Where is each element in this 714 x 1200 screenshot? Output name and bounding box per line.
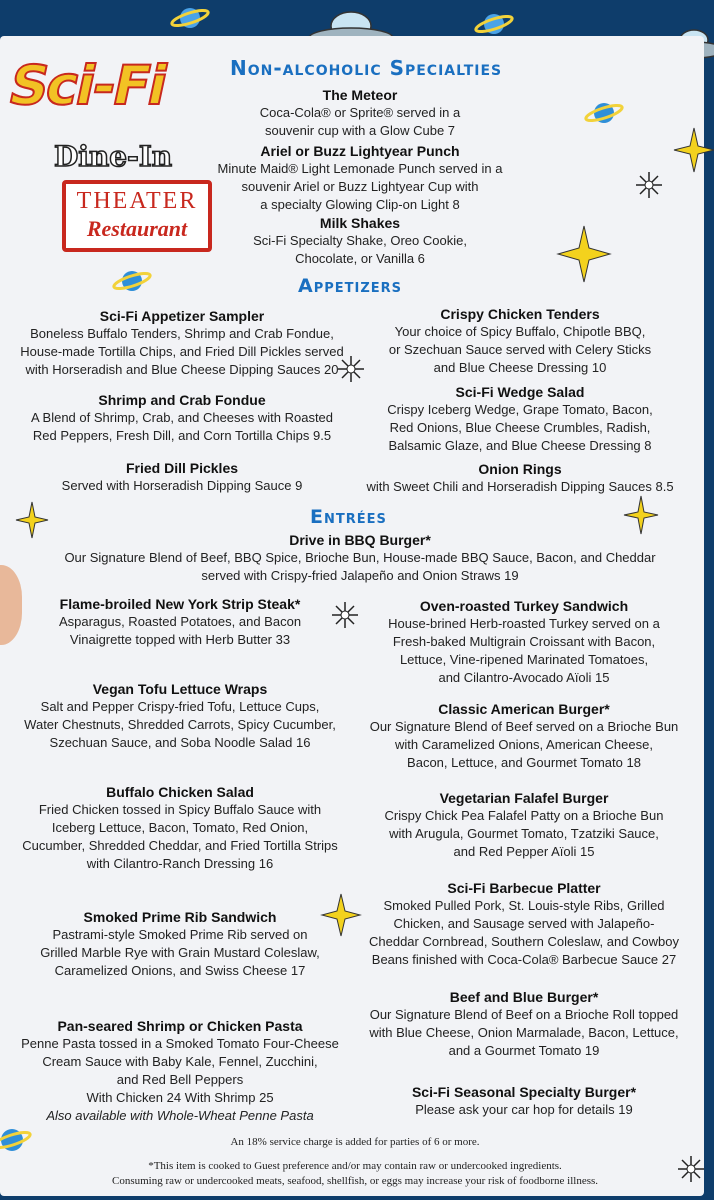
planet-icon [474, 10, 514, 38]
planet-icon [0, 1124, 32, 1156]
item-name: Ariel or Buzz Lightyear Punch [260, 143, 460, 159]
item-name: Smoked Prime Rib Sandwich [83, 909, 277, 925]
menu-item-turkey-sandwich [356, 597, 692, 687]
restaurant-logo [3, 50, 220, 265]
item-desc: A Blend of Shrimp, Crab, and Cheeses with Roasted Red Peppers, Fresh Dill, and Corn Tortilla Chips 9.5 [30, 410, 334, 443]
item-name: The Meteor [322, 87, 398, 103]
item-desc: Our Signature Blend of Beef served on a Brioche Bun with Caramelized Onions, American Cheese, Bacon, Lettuce, and Gourmet Tomato 18 [369, 719, 679, 770]
item-name: Shrimp and Crab Fondue [98, 392, 266, 408]
item-name: Onion Rings [478, 461, 562, 477]
item-name: Buffalo Chicken Salad [106, 784, 254, 800]
item-name: Milk Shakes [319, 215, 401, 231]
item-name: Vegetarian Falafel Burger [439, 790, 609, 806]
item-desc: Asparagus, Roasted Potatoes, and Bacon Vinaigrette topped with Herb Butter 33 [58, 614, 302, 647]
menu-item-shrimp-chicken-pasta [10, 1017, 350, 1125]
heading-entrees: Entrées [310, 506, 387, 528]
star-icon [14, 500, 50, 540]
item-desc: Our Signature Blend of Beef on a Brioche Roll topped with Blue Cheese, Onion Marmalade, Bacon, Lettuce, and a Gourmet Tomato 19 [369, 1007, 679, 1058]
item-name: Classic American Burger* [438, 701, 610, 717]
logo-theater-box [62, 180, 212, 252]
menu-item-appetizer-sampler [12, 307, 352, 379]
logo-scifi: Sci-Fi [3, 54, 172, 117]
menu-item-prime-rib-sandwich [10, 908, 350, 980]
menu-item-onion-rings [360, 460, 680, 496]
menu-item-shrimp-crab-fondue [12, 391, 352, 445]
undercooked-warning-1: *This item is cooked to Guest preference and/or may contain raw or undercooked ingredients. [148, 1160, 562, 1172]
logo-restaurant: Restaurant [86, 216, 188, 241]
planet-icon [584, 98, 624, 128]
heading-non-alcoholic: Non-alcoholic Specialties [230, 56, 503, 80]
item-name: Flame-broiled New York Strip Steak* [59, 596, 301, 612]
atom-icon [330, 600, 360, 630]
item-desc: Sci-Fi Specialty Shake, Oreo Cookie, Chocolate, or Vanilla 6 [253, 233, 467, 266]
planet-icon [170, 4, 210, 32]
item-desc: Crispy Iceberg Wedge, Grape Tomato, Bacon, Red Onions, Blue Cheese Crumbles, Radish, Balsamic Glaze, and Blue Cheese Dressing 8 [387, 402, 653, 453]
atom-icon [634, 170, 664, 200]
star-icon [622, 494, 660, 536]
item-name: Pan-seared Shrimp or Chicken Pasta [57, 1018, 303, 1034]
item-desc: Penne Pasta tossed in a Smoked Tomato Four-Cheese Cream Sauce with Baby Kale, Fennel, Zucchini, and Red Bell Peppers With Chicken 24 With Shrimp 25 [21, 1036, 339, 1105]
star-icon [556, 224, 612, 284]
item-name: Sci-Fi Appetizer Sampler [99, 308, 265, 324]
logo-theater: THEATER [76, 188, 198, 214]
item-desc: with Sweet Chili and Horseradish Dipping Sauces 8.5 [366, 479, 674, 494]
atom-icon [336, 354, 366, 384]
item-name: Drive in BBQ Burger* [289, 532, 431, 548]
item-desc: Pastrami-style Smoked Prime Rib served on Grilled Marble Rye with Grain Mustard Coleslaw, Caramelized Onions, and Swiss Cheese 17 [40, 927, 320, 978]
menu-item-classic-american-burger [356, 700, 692, 772]
item-desc: Our Signature Blend of Beef, BBQ Spice, Brioche Bun, House-made BBQ Sauce, Bacon, and Cheddar served with Crispy-fried Jalapeño and Onion Straws 19 [64, 550, 656, 583]
item-desc: Coca-Cola® or Sprite® served in a souvenir cup with a Glow Cube 7 [259, 105, 461, 138]
item-desc: Crispy Chick Pea Falafel Patty on a Brioche Bun with Arugula, Gourmet Tomato, Tzatziki Sauce, and Red Pepper Aïoli 15 [384, 808, 664, 859]
item-name: Sci-Fi Wedge Salad [455, 384, 585, 400]
item-desc: House-brined Herb-roasted Turkey served on a Fresh-baked Multigrain Croissant with Bacon, Lettuce, Vine-ripened Marinated Tomatoes, and Cilantro-Avocado Aïoli 15 [388, 616, 660, 685]
undercooked-warning-2: Consuming raw or undercooked meats, seafood, shellfish, or eggs may increase your risk of foodborne illness. [111, 1175, 599, 1187]
logo-dine-in: Dine-In [54, 140, 173, 173]
item-name: Beef and Blue Burger* [449, 989, 599, 1005]
service-charge-note: An 18% service charge is added for parties of 6 or more. [230, 1136, 480, 1148]
item-desc: Boneless Buffalo Tenders, Shrimp and Crab Fondue, House-made Tortilla Chips, and Fried Dill Pickles served with Horseradish and Blue Cheese Dipping Sauces 20 [20, 326, 344, 377]
item-desc: Served with Horseradish Dipping Sauce 9 [61, 478, 303, 493]
star-icon [672, 126, 714, 174]
item-name: Oven-roasted Turkey Sandwich [419, 598, 629, 614]
star-icon [320, 892, 362, 938]
item-desc: Your choice of Spicy Buffalo, Chipotle BBQ, or Szechuan Sauce served with Celery Sticks and Blue Cheese Dressing 10 [388, 324, 652, 375]
menu-item-buffalo-chicken-salad [10, 783, 350, 873]
menu-item-meteor [210, 86, 510, 140]
menu-item-fried-dill-pickles [12, 459, 352, 495]
item-desc: Smoked Pulled Pork, St. Louis-style Ribs, Grilled Chicken, and Sausage served with Jalapeño- Cheddar Cornbread, Southern Coleslaw, and Cowboy Beans finished with Coca-Cola® Barbecue Sauce 27 [368, 898, 680, 967]
menu-item-vegan-tofu-wraps [10, 680, 350, 752]
atom-icon [676, 1154, 706, 1184]
menu-item-falafel-burger [356, 789, 692, 861]
menu-item-ny-strip-steak [10, 595, 350, 649]
item-desc: Fried Chicken tossed in Spicy Buffalo Sauce with Iceberg Lettuce, Bacon, Tomato, Red Onion, Cucumber, Shredded Cheddar, and Fried Tortilla Strips with Cilantro-Ranch Dressing 16 [22, 802, 338, 871]
menu-item-beef-blue-burger [356, 988, 692, 1060]
heading-appetizers: Appetizers [298, 275, 403, 297]
item-note: Also available with Whole-Wheat Penne Pasta [46, 1108, 314, 1123]
item-desc: Please ask your car hop for details 19 [415, 1102, 633, 1117]
menu-item-chicken-tenders [360, 305, 680, 377]
planet-icon [112, 266, 152, 296]
menu-item-milk-shakes [210, 214, 510, 268]
menu-item-wedge-salad [360, 383, 680, 455]
item-name: Sci-Fi Barbecue Platter [447, 880, 601, 896]
item-name: Sci-Fi Seasonal Specialty Burger* [411, 1084, 637, 1100]
item-name: Crispy Chicken Tenders [440, 306, 600, 322]
item-name: Fried Dill Pickles [125, 460, 239, 476]
item-desc: Salt and Pepper Crispy-fried Tofu, Lettuce Cups, Water Chestnuts, Shredded Carrots, Spicy Cucumber, Szechuan Sauce, and Soba Noodle Salad 16 [24, 699, 336, 750]
menu-item-barbecue-platter [356, 879, 692, 969]
item-name: Vegan Tofu Lettuce Wraps [92, 681, 268, 697]
menu-item-seasonal-burger [356, 1083, 692, 1119]
item-desc: Minute Maid® Light Lemonade Punch served in a souvenir Ariel or Buzz Lightyear Cup with a specialty Glowing Clip-on Light 8 [217, 161, 503, 212]
menu-item-punch [210, 142, 510, 214]
menu-item-drive-in-bbq-burger [40, 531, 680, 585]
